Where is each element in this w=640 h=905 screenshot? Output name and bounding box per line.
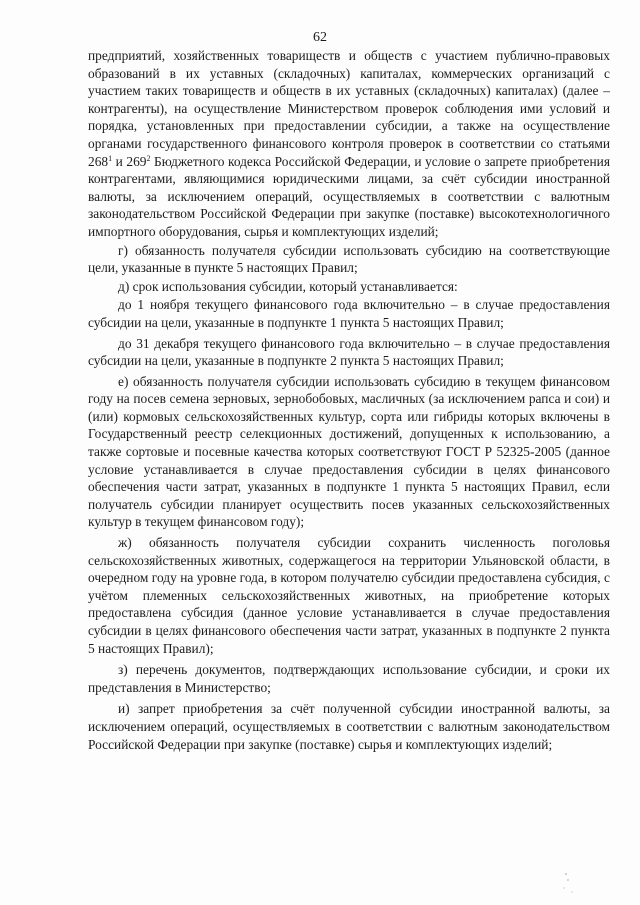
scan-specks: [560, 868, 600, 898]
paragraph-text: предприятий, хозяйственных товариществ и обществ с участием публично-правовых образований в их уставных (складочных) капиталах, коммерческих организаций с участием таких товариществ и обществ в их уставных (складочных) капиталах) (далее – контрагенты), на осуществление Министерством проверок соблюдения ими условий и порядка, установленных при предоставлении субсидии, а также на осуществление органами государственного финансового контроля проверок в соответствии со статьями 268: [88, 48, 610, 169]
superscript: 1: [108, 153, 113, 163]
paragraph-i: и) запрет приобретения за счёт полученной субсидии иностранной валюты, за исключением операций, осуществляемых в соответствии с валютным законодательством Российской Федерации при закупке (поставке) сырья и комплектующих изделий;: [88, 701, 610, 752]
paragraph-d: д) срок использования субсидии, который устанавливается:: [118, 278, 458, 294]
paragraph-g: г) обязанность получателя субсидии использовать субсидию на соответствующие цели, указанные в пункте 5 настоящих Правил;: [88, 242, 610, 276]
paragraph-text: и 269: [112, 153, 147, 169]
paragraph-text: Бюджетного кодекса Российской Федерации, и условие о запрете приобретения контрагентами, являющимися юридическими лицами, за счёт субсидии иностранной валюты, за исключением операций, осуществляемых в соответствии с валютным законодательством Российской Федерации при закупке (поставке) высокотехнологичного импортного оборудования, сырья и комплектующих изделий;: [88, 153, 610, 239]
page-number: 62: [313, 30, 327, 45]
paragraph-continuation: [88, 47, 610, 241]
paragraph-d-item-1: до 1 ноября текущего финансового года включительно – в случае предоставления субсидии на цели, указанные в подпункте 1 пункта 5 настоящих Правил;: [88, 297, 610, 330]
paragraph-e: е) обязанность получателя субсидии использовать субсидию в текущем финансовом году на посев семена зерновых, зернобобовых, масличных (за исключением рапса и сои) и (или) кормовых сельскохозяйственных культур, сорта или гибриды которых включены в Государственный реестр селекционных достижений, допущенных к использованию, а также сортовые и посевные качества которых соответствуют ГОСТ Р 52325-2005 (данное условие устанавливается в случае предоставления субсидии в целях финансового обеспечения части затрат, указанных в подпункте 1 пункта 5 настоящих Правил, если получатель субсидии планирует осуществить посев указанных сельскохозяйственных культур в текущем финансовом году);: [88, 373, 610, 530]
paragraph-zh: ж) обязанность получателя субсидии сохранить численность поголовья сельскохозяйственных животных, содержащегося на территории Ульяновской области, в очередном году на уровне года, в котором получателю субсидии предоставлена субсидия, с учётом племенных сельскохозяйственных животных, на приобретение которых предоставлена субсидия (данное условие устанавливается в случае предоставления субсидии в целях финансового обеспечения части затрат, указанных в подпункте 2 пункта 5 настоящих Правил);: [88, 535, 610, 656]
paragraph-z: з) перечень документов, подтверждающих использование субсидии, и сроки их представления в Министерство;: [88, 662, 610, 695]
paragraph-d-item-2: до 31 декабря текущего финансового года включительно – в случае предоставления субсидии на цели, указанные в подпункте 2 пункта 5 настоящих Правил;: [88, 335, 610, 369]
superscript: 2: [146, 153, 151, 163]
document-body: [88, 47, 610, 753]
